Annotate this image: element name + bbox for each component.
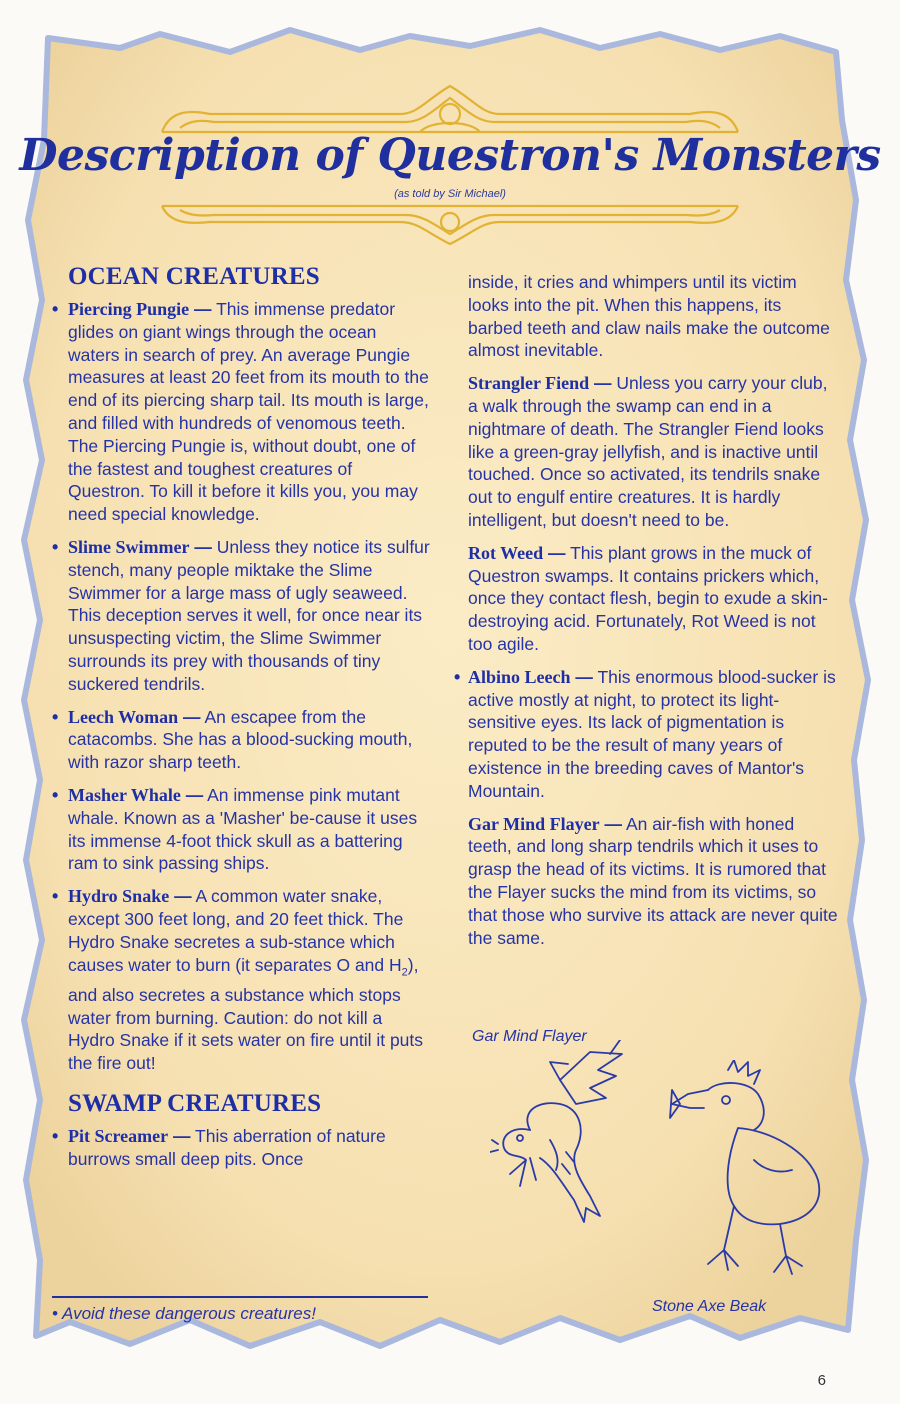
creature-description: This plant grows in the muck of Questron swamps. It contains prickers which, once they contact flesh, begin to exude a skin-destroying acid. Fortunately, Rot Weed is not too agile. <box>468 542 828 654</box>
creature-name: Hydro Snake <box>68 886 170 907</box>
footer-note <box>52 1296 428 1324</box>
creature-name: Leech Woman <box>68 706 179 727</box>
bullet: • <box>52 784 59 805</box>
bullet: • <box>52 886 59 907</box>
creature-description-cont: ), and also secretes a substance which stops water from burning. Caution: do not kill a Hydro Snake if it sets water on fire until it puts the fire out! <box>68 954 424 1074</box>
dash: — <box>174 886 192 907</box>
left-column <box>52 262 430 1181</box>
creature-name: Strangler Fiend <box>468 373 590 394</box>
dash: — <box>604 813 623 834</box>
entry-leech-woman <box>52 706 430 774</box>
creature-description: This immense predator glides on giant wings through the ocean waters in search of prey. An average Pungie measures at least 20 feet from its mouth to the end of its piercing sharp tail. Its mouth is large, and filled with hundreds of venomous teeth. The Piercing Pungie is, without doubt, one of the fastest and toughest creatures of Questron. To kill it before it kills you, you may need special knowledge. <box>68 299 429 525</box>
creature-description: Unless they notice its sulfur stench, many people miktake the Slime Swimmer for a large mass of ugly seaweed. This deception serves it well, for once near its unsuspecting victim, the Slime Swimmer surrounds its prey with thousands of tiny suckered tendrils. <box>68 536 430 694</box>
entry-rot-weed <box>468 542 838 656</box>
creature-description: This aberration of nature burrows small deep pits. Once <box>68 1126 386 1169</box>
dash: — <box>594 373 612 394</box>
bullet: • <box>52 536 59 557</box>
dash: — <box>548 542 566 563</box>
page-title: Description of Questron's Monsters <box>19 130 881 181</box>
stone-axe-beak-illustration <box>668 1060 828 1280</box>
bullet: • <box>52 299 59 319</box>
entry-gar-mind-flayer <box>468 813 838 950</box>
bullet: • <box>52 706 59 727</box>
bullet: • <box>52 1304 58 1323</box>
creature-description: This enormous blood-sucker is active mostly at night, to protect its light-sensitive eyes. Its lack of pigmentation is reputed to be the result of many years of existence in the breeding caves of Mantor's Mountain. <box>468 666 836 801</box>
swamp-creatures-heading: SWAMP CREATURES <box>68 1090 322 1117</box>
creature-name: Gar Mind Flayer <box>468 813 600 834</box>
creature-description: An immense pink mutant whale. Known as a 'Masher' be-cause it uses its immense 4-foot thick skull as a battering ram to sink passing ships. <box>68 784 418 874</box>
entry-albino-leech <box>454 666 838 803</box>
creature-description: An escapee from the catacombs. She has a blood-sucking mouth, with razor sharp teeth. <box>68 706 413 773</box>
entry-piercing-pungie <box>52 298 430 526</box>
right-column <box>454 271 838 959</box>
creature-name: Pit Screamer <box>68 1126 169 1146</box>
creature-description: An air-fish with honed teeth, and long sharp tendrils which it uses to grasp the head of its victims. It is rumored that the Flayer sucks the mind from its victims, so that those who survive its attack are never quite the same. <box>468 813 838 948</box>
entry-hydro-snake <box>52 885 430 1075</box>
creature-name: Slime Swimmer <box>68 536 190 557</box>
caption-gar-mind-flayer: Gar Mind Flayer <box>472 1028 587 1045</box>
creature-name: Albino Leech <box>468 666 571 687</box>
pit-screamer-continued <box>468 271 838 362</box>
entry-masher-whale <box>52 784 430 875</box>
footer-note-text: Avoid these dangerous creatures! <box>62 1304 316 1323</box>
dash: — <box>194 299 212 319</box>
dash: — <box>194 536 212 557</box>
entry-slime-swimmer <box>52 536 430 696</box>
dash: — <box>185 784 204 805</box>
creature-description: inside, it cries and whimpers until its victim looks into the pit. When this happens, its barbed teeth and claw nails make the outcome almost inevitable. <box>468 272 830 361</box>
entry-strangler-fiend <box>468 372 838 532</box>
page-subtitle: (as told by Sir Michael) <box>394 188 506 200</box>
dash: — <box>575 666 593 687</box>
creature-description: A common water snake, except 300 feet long, and 20 feet thick. The Hydro Snake secretes a sub-stance which causes water to burn (it separates O and H <box>68 886 404 975</box>
ocean-creatures-heading: OCEAN CREATURES <box>68 263 320 290</box>
creature-name: Piercing Pungie <box>68 299 190 319</box>
creature-name: Masher Whale <box>68 784 181 805</box>
creature-name: Rot Weed <box>468 542 544 563</box>
subscript: 2 <box>401 966 408 979</box>
dash: — <box>183 706 201 727</box>
creature-description: Unless you carry your club, a walk through the swamp can end in a nightmare of death. The Strangler Fiend looks like a green-gray jellyfish, and is inactive until touched. Once so activated, its tendrils snake out to engulf entire creatures. It is hardly intelligent, but doesn't need to be. <box>468 373 828 530</box>
caption-stone-axe-beak: Stone Axe Beak <box>652 1298 767 1315</box>
dash: — <box>173 1126 191 1146</box>
page-number: 6 <box>817 1372 826 1389</box>
entry-pit-screamer <box>52 1125 430 1171</box>
gar-mind-flayer-illustration <box>490 1040 660 1230</box>
bottom-ornament <box>150 198 750 250</box>
bullet: • <box>454 666 461 687</box>
bullet: • <box>52 1126 59 1146</box>
